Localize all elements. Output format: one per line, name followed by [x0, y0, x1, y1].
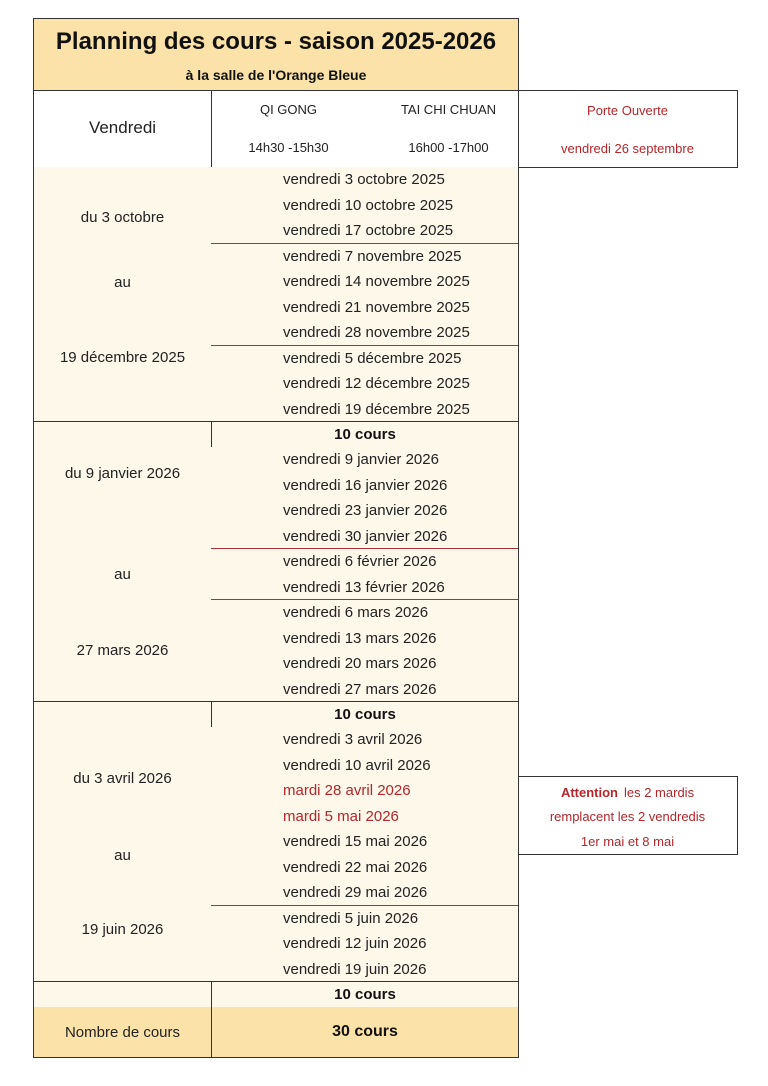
- date-row: vendredi 3 avril 2026: [283, 731, 423, 749]
- date-row: vendredi 14 novembre 2025: [283, 273, 470, 291]
- course2-name: TAI CHI CHUAN: [400, 101, 497, 117]
- period-3-total: 10 cours: [334, 986, 396, 1003]
- period-2-total: 10 cours: [334, 706, 396, 723]
- date-row: vendredi 5 décembre 2025: [283, 349, 462, 367]
- date-row: vendredi 17 octobre 2025: [283, 222, 454, 240]
- date-row: vendredi 27 mars 2026: [283, 680, 437, 698]
- date-row: vendredi 3 octobre 2025: [283, 171, 445, 189]
- date-row-replacement: mardi 28 avril 2026: [283, 782, 411, 800]
- date-row: vendredi 15 mai 2026: [283, 833, 428, 851]
- date-row-replacement: mardi 5 mai 2026: [283, 807, 399, 825]
- open-day-date: vendredi 26 septembre: [561, 140, 694, 156]
- course1-time: 14h30 -15h30: [248, 139, 329, 155]
- date-row: vendredi 12 juin 2026: [283, 935, 427, 953]
- period-1-total-row: [33, 421, 519, 448]
- page-subtitle: à la salle de l'Orange Bleue: [185, 67, 367, 83]
- date-row: vendredi 9 janvier 2026: [283, 451, 439, 469]
- summary-total: 30 cours: [332, 1023, 398, 1040]
- summary-label: Nombre de cours: [64, 1023, 181, 1041]
- day-header: Vendredi: [88, 118, 157, 137]
- date-row: vendredi 12 décembre 2025: [283, 375, 470, 393]
- date-row: vendredi 10 octobre 2025: [283, 196, 454, 214]
- date-row: vendredi 10 avril 2026: [283, 756, 431, 774]
- date-row: vendredi 20 mars 2026: [283, 655, 437, 673]
- attention-note: [518, 776, 738, 855]
- date-row: vendredi 6 mars 2026: [283, 604, 429, 622]
- date-row: vendredi 16 janvier 2026: [283, 476, 448, 494]
- period-2-au: au: [114, 565, 131, 583]
- date-row: vendredi 5 juin 2026: [283, 909, 419, 927]
- attention-line-1: [518, 781, 737, 803]
- course1-name: QI GONG: [259, 101, 318, 117]
- period-3-to: 19 juin 2026: [81, 920, 164, 938]
- attention-line-2: remplacent les 2 vendredis: [549, 808, 706, 824]
- open-day-title: Porte Ouverte: [587, 102, 668, 118]
- period-1-au: au: [114, 273, 131, 291]
- date-row: vendredi 13 mars 2026: [283, 629, 437, 647]
- period-2-from: du 9 janvier 2026: [64, 464, 181, 482]
- date-row: vendredi 28 novembre 2025: [283, 324, 470, 342]
- date-row: vendredi 13 février 2026: [283, 578, 445, 596]
- date-row: vendredi 7 novembre 2025: [283, 247, 462, 265]
- attention-rest: les 2 mardis: [623, 784, 695, 800]
- period-2-total-row: [33, 701, 519, 728]
- period-3-from: du 3 avril 2026: [73, 769, 172, 787]
- period-2-to: 27 mars 2026: [76, 641, 169, 659]
- date-row: vendredi 22 mai 2026: [283, 858, 428, 876]
- open-day-box: [518, 90, 738, 168]
- page-title: Planning des cours - saison 2025-2026: [55, 28, 497, 55]
- date-row: vendredi 19 juin 2026: [283, 960, 427, 978]
- period-3-au: au: [114, 846, 131, 864]
- date-row: vendredi 30 janvier 2026: [283, 527, 448, 545]
- period-1-from: du 3 octobre: [80, 208, 165, 226]
- date-row: vendredi 19 décembre 2025: [283, 400, 470, 418]
- header-courses-cell: [211, 90, 519, 168]
- date-row: vendredi 6 février 2026: [283, 553, 437, 571]
- date-row: vendredi 23 janvier 2026: [283, 502, 448, 520]
- period-3-total-row: [33, 981, 519, 1008]
- title-block: [33, 18, 519, 91]
- period-1-to: 19 décembre 2025: [59, 348, 186, 366]
- period-1-total: 10 cours: [334, 426, 396, 443]
- date-row: vendredi 21 novembre 2025: [283, 298, 470, 316]
- attention-line-3: 1er mai et 8 mai: [580, 833, 675, 849]
- date-row: vendredi 29 mai 2026: [283, 884, 428, 902]
- course2-time: 16h00 -17h00: [408, 139, 489, 155]
- header-day-cell: [33, 90, 212, 168]
- summary-row: [33, 1007, 519, 1058]
- attention-word: Attention: [560, 784, 618, 800]
